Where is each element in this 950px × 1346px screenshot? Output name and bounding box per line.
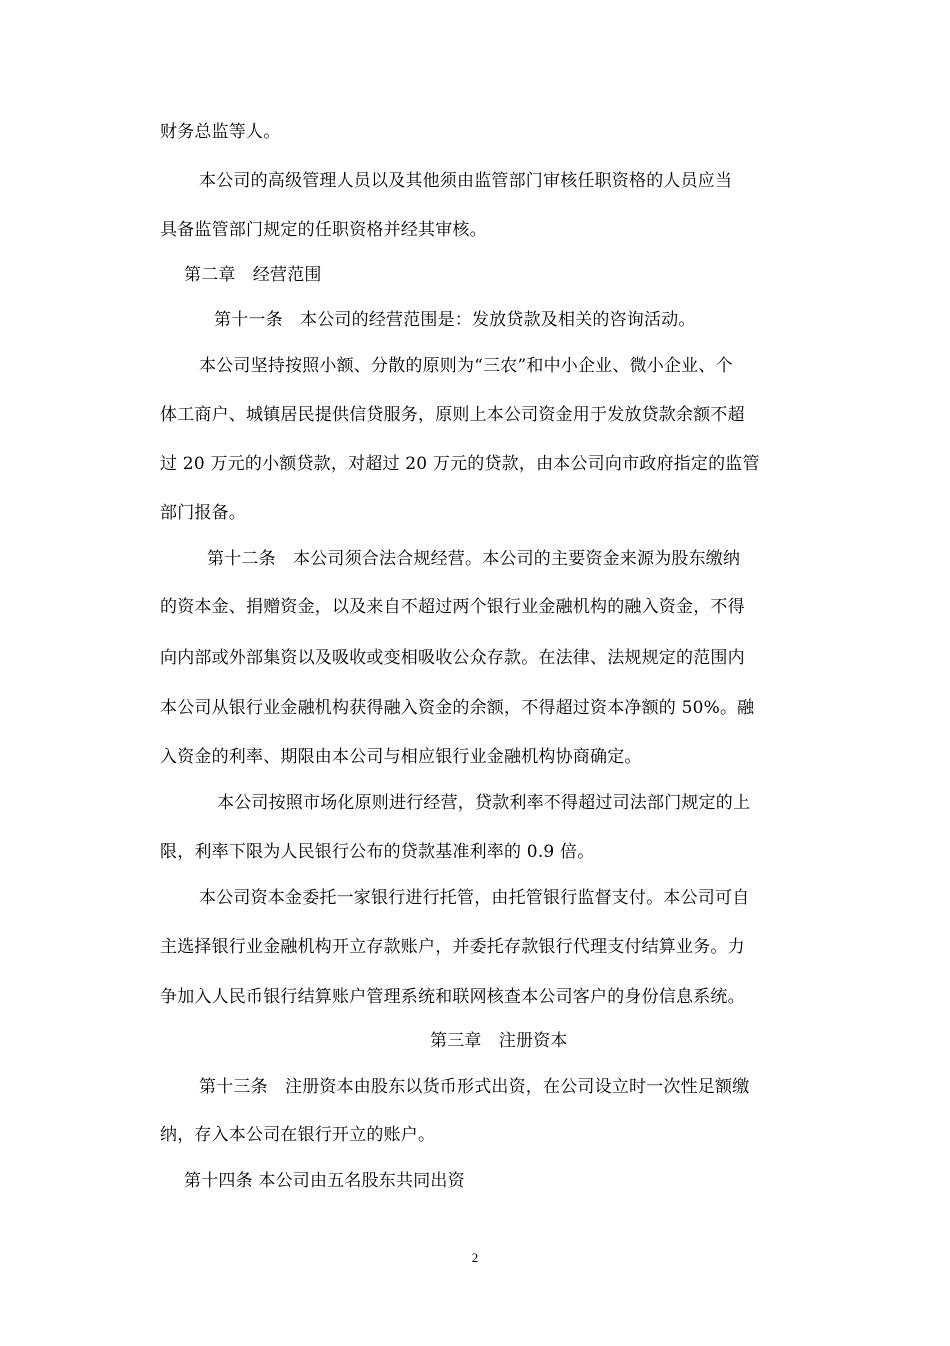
text-line: 本公司坚持按照小额、分散的原则为“三农”和中小企业、微小企业、个 bbox=[199, 356, 733, 376]
text-line: 本公司资本金委托一家银行进行托管，由托管银行监督支付。本公司可自 bbox=[199, 888, 750, 908]
text-line: 部门报备。 bbox=[160, 503, 246, 523]
page-number: 2 bbox=[471, 1250, 479, 1265]
text-line: 过 20 万元的小额贷款，对超过 20 万元的贷款，由本公司向市政府指定的监管 bbox=[160, 454, 760, 474]
text-line: 第十二条 本公司须合法合规经营。本公司的主要资金来源为股东缴纳 bbox=[207, 549, 741, 569]
chapter-heading: 第二章 经营范围 bbox=[184, 265, 322, 285]
text-line: 本公司按照市场化原则进行经营，贷款利率不得超过司法部门规定的上 bbox=[217, 793, 751, 813]
text-line: 入资金的利率、期限由本公司与相应银行业金融机构协商确定。 bbox=[160, 747, 642, 767]
chapter-heading: 第三章 注册资本 bbox=[430, 1031, 568, 1051]
text-line: 体工商户、城镇居民提供信贷服务，原则上本公司资金用于发放贷款余额不超 bbox=[160, 405, 745, 425]
text-line: 向内部或外部集资以及吸收或变相吸收公众存款。在法律、法规规定的范围内 bbox=[160, 648, 745, 668]
text-line: 具备监管部门规定的任职资格并经其审核。 bbox=[160, 220, 487, 240]
text-line: 第十四条 本公司由五名股东共同出资 bbox=[184, 1171, 465, 1191]
text-line: 的资本金、捐赠资金，以及来自不超过两个银行业金融机构的融入资金，不得 bbox=[160, 597, 745, 617]
text-line: 本公司从银行业金融机构获得融入资金的余额，不得超过资本净额的 50%。融 bbox=[160, 698, 755, 718]
text-line: 主选择银行业金融机构开立存款账户，并委托存款银行代理支付结算业务。力 bbox=[160, 937, 745, 957]
text-line: 纳，存入本公司在银行开立的账户。 bbox=[160, 1125, 436, 1145]
text-line: 第十三条 注册资本由股东以货币形式出资，在公司设立时一次性足额缴 bbox=[199, 1077, 750, 1097]
text-line: 财务总监等人。 bbox=[160, 122, 281, 142]
text-line: 争加入人民币银行结算账户管理系统和联网核查本公司客户的身份信息系统。 bbox=[160, 987, 745, 1007]
text-line: 限，利率下限为人民银行公布的贷款基准利率的 0.9 倍。 bbox=[160, 842, 595, 862]
text-line: 本公司的高级管理人员以及其他须由监管部门审核任职资格的人员应当 bbox=[199, 171, 733, 191]
text-line: 第十一条 本公司的经营范围是：发放贷款及相关的咨询活动。 bbox=[214, 310, 696, 330]
